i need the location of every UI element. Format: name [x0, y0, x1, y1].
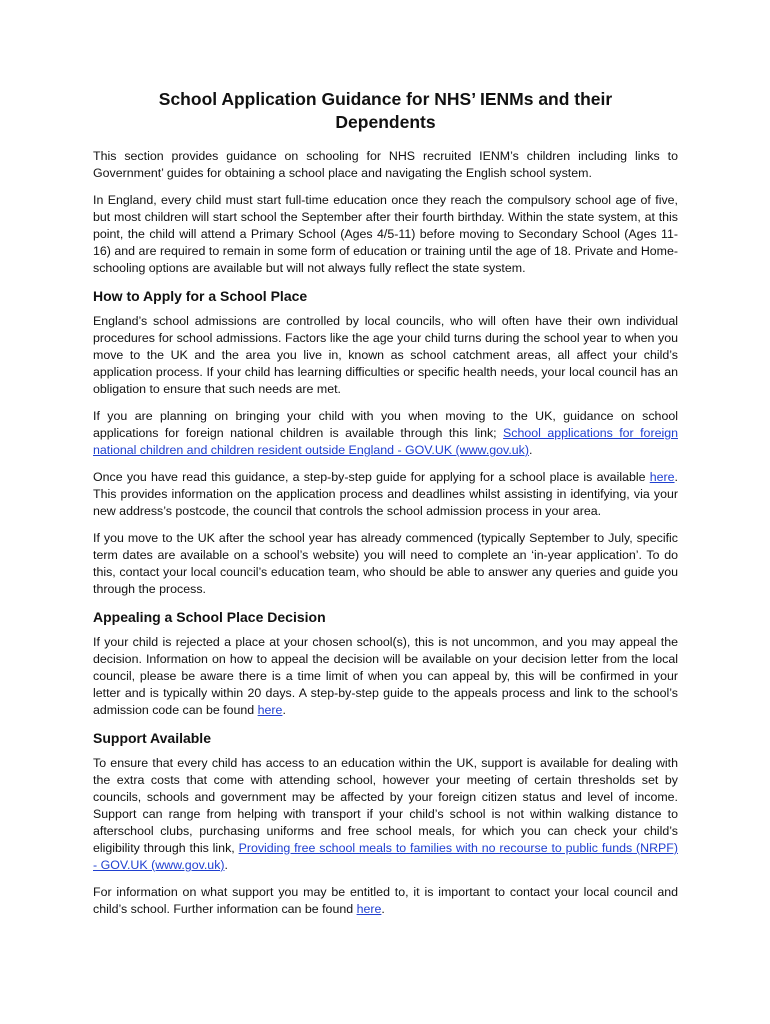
- apply-paragraph-4: If you move to the UK after the school year has already commenced (typically September to July, specific term dates are available on a school’s website) you will need to complete an ‘in-year application’. To do this, contact your local council’s education team, who should be able to answer any queries and guide you through the process.: [93, 531, 678, 596]
- apply-paragraph-3-end: . This provides information on the application process and deadlines whilst assisting in identifying, via your new address’s postcode, the council that controls the school admission process in your area.: [93, 470, 678, 518]
- free-school-meals-link[interactable]: Providing free school meals to families with no recourse to public funds (NRPF) - GOV.UK (www.gov.uk): [93, 841, 678, 872]
- page-title: School Application Guidance for NHS’ IENMs and their Dependents: [158, 89, 613, 132]
- section-heading-apply: How to Apply for a School Place: [93, 288, 308, 304]
- apply-paragraph-3: [93, 469, 678, 520]
- support-paragraph-1: [93, 755, 678, 874]
- apply-paragraph-2: [93, 408, 678, 459]
- support-paragraph-2-text: For information on what support you may be entitled to, it is important to contact your local council and child’s school. Further information can be found: [93, 885, 678, 916]
- appeal-paragraph-1-end: .: [282, 703, 286, 717]
- apply-paragraph-1: England’s school admissions are controlled by local councils, who will often have their own individual procedures for school admissions. Factors like the age your child turns during the school year to when you move to the UK and the area you live in, known as school catchment areas, all affect your child’s application process. If your child has learning difficulties or specific health needs, your local council has an obligation to ensure that such needs are met.: [93, 314, 678, 396]
- foreign-national-applications-link[interactable]: School applications for foreign national children and children resident outside England - GOV.UK (www.gov.uk): [93, 426, 678, 457]
- further-information-link[interactable]: here: [356, 902, 382, 916]
- apply-paragraph-2-end: .: [528, 443, 533, 457]
- appeal-paragraph-1-text: If your child is rejected a place at your chosen school(s), this is not uncommon, and you may appeal the decision. Information on how to appeal the decision will be available on your decision letter from the local council, please be aware there is a time limit of when you can appeal by, this will be confirmed in your letter and is typically within 20 days. A step-by-step guide to the appeals process and link to the school’s admission code can be found: [93, 635, 678, 717]
- support-paragraph-1-text: To ensure that every child has access to an education within the UK, support is available for dealing with the extra costs that come with attending school, however your meeting of certain thresholds set by councils, schools and government may be affected by your foreign citizen status and level of income. Support can range from helping with transport if your child’s school is not within walking distance to afterschool clubs, purchasing uniforms and free school meals, for which you can check your child’s eligibility through this link,: [93, 756, 678, 855]
- intro-paragraph-1: This section provides guidance on schooling for NHS recruited IENM’s children including links to Government’ guides for obtaining a school place and navigating the English school system.: [93, 149, 678, 180]
- section-heading-appeal: Appealing a School Place Decision: [93, 609, 326, 625]
- support-paragraph-2-end: .: [381, 902, 385, 916]
- section-heading-support: Support Available: [93, 730, 211, 746]
- document-body: [93, 88, 678, 928]
- step-by-step-guide-link[interactable]: here: [649, 470, 675, 484]
- intro-paragraph-2: In England, every child must start full-time education once they reach the compulsory school age of five, but most children will start school the September after their fourth birthday. Within the state system, at this point, the child will attend a Primary School (Ages 4/5-11) before moving to Secondary School (Ages 11-16) and are required to remain in some form of education or training until the age of 18. Private and Home-schooling options are available but will not always fully reflect the state system.: [93, 193, 678, 275]
- appeal-paragraph-1: [93, 634, 678, 719]
- apply-paragraph-2-text: If you are planning on bringing your child with you when moving to the UK, guidance on school applications for foreign national children is available through this link;: [93, 409, 678, 440]
- support-paragraph-2: [93, 884, 678, 918]
- support-paragraph-1-end: .: [224, 858, 228, 872]
- appeals-guide-link[interactable]: here: [257, 703, 283, 717]
- apply-paragraph-3-text: Once you have read this guidance, a step-by-step guide for applying for a school place is available: [93, 470, 650, 484]
